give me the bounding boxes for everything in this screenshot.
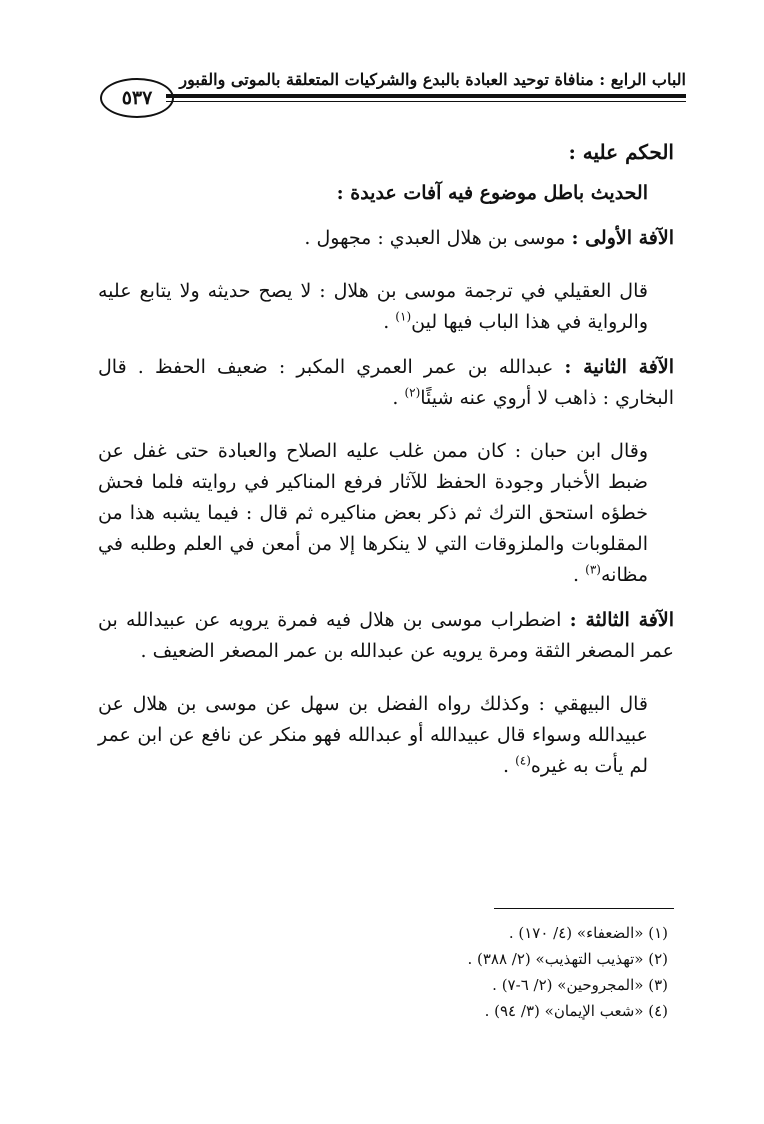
footnote-ref-4: (٤): [515, 753, 531, 768]
aqili-paragraph: قال العقيلي في ترجمة موسى بن هلال : لا يصح حديثه ولا يتابع عليه والرواية في هذا الباب فيها لين$^{(١)}$ .: [98, 280, 648, 333]
bayhaqi-text: قال البيهقي : وكذلك رواه الفضل بن سهل عن موسى بن هلال عن عبيدالله وسواء قال عبيدالله أو عبدالله فهو منكر عن نافع عن ابن عمر لم يأت به غيره: [98, 693, 648, 777]
afa3-label: الآفة الثالثة :: [569, 609, 675, 631]
aqili-text: قال العقيلي في ترجمة موسى بن هلال : لا يصح حديثه ولا يتابع عليه والرواية في هذا الباب فيها لين: [98, 280, 648, 333]
header-rule-thin: [166, 101, 686, 102]
footnote-4: (٤) «شعب الإيمان» (٣/ ٩٤) .: [484, 1002, 668, 1020]
afa1-text: موسى بن هلال العبدي : مجهول .: [304, 227, 566, 249]
afa1-label: الآفة الأولى :: [571, 227, 674, 249]
footnote-separator: [494, 908, 674, 909]
afa2-label: الآفة الثانية :: [564, 356, 674, 378]
running-title: [166, 70, 686, 89]
footnote-ref-3: (٣): [585, 562, 601, 577]
afa3-paragraph: [98, 605, 674, 667]
afa2-paragraph: الآفة الثانية : عبدالله بن عمر العمري المكبر : ضعيف الحفظ . قال البخاري : ذاهب لا أروي عنه شيئًا$^{(٢)}$ .: [98, 356, 674, 409]
ibn-hibban-text: وقال ابن حبان : كان ممن غلب عليه الصلاح والعبادة حتى غفل عن ضبط الأخبار وجودة الحفظ للآثار فرفع المناكير في روايته فلما فحش خطؤه استحق الترك ثم ذكر بعض مناكيره ثم قال : فيما يشبه هذا من المقلوبات والملزوقات التي لا ينكرها إلا من أمعن في العلم وطلبه في مظانه: [98, 440, 648, 586]
footnote-ref-2: (٢): [404, 385, 421, 400]
footnote-3: (٣) «المجروحين» (٢/ ٦-٧) .: [492, 976, 668, 994]
page-header: [100, 70, 686, 124]
page-body: [98, 140, 674, 782]
header-rule-thick: [166, 94, 686, 98]
afa1-paragraph: [98, 223, 674, 254]
footnotes: [108, 920, 668, 1024]
footnote-ref-1: (١): [395, 309, 412, 324]
afa2-text: عبدالله بن عمر العمري المكبر : ضعيف الحفظ . قال البخاري : ذاهب لا أروي عنه شيئًا: [98, 356, 674, 409]
afa3-text: اضطراب موسى بن هلال فيه فمرة يرويه عن عبيدالله بن عمر المصغر الثقة ومرة يرويه عن عبدالله بن عمر المصغر الضعيف .: [98, 609, 674, 662]
intro-paragraph: الحديث باطل موضوع فيه آفات عديدة :: [336, 182, 648, 204]
page-number-badge: [100, 78, 174, 118]
page-number: ٥٣٧: [121, 87, 153, 109]
bayhaqi-paragraph: قال البيهقي : وكذلك رواه الفضل بن سهل عن موسى بن هلال عن عبيدالله وسواء قال عبيدالله أو عبدالله فهو منكر عن نافع عن ابن عمر لم يأت به غيره$^{(٤)}$ .: [98, 693, 648, 777]
ibn-hibban-paragraph: وقال ابن حبان : كان ممن غلب عليه الصلاح والعبادة حتى غفل عن ضبط الأخبار وجودة الحفظ للآثار فرفع المناكير في روايته فلما فحش خطؤه استحق الترك ثم ذكر بعض مناكيره ثم قال : فيما يشبه هذا من المقلوبات والملزوقات التي لا ينكرها إلا من أمعن في العلم وطلبه في مظانه$^{(٣)}$ .: [98, 440, 648, 586]
footnote-2: (٢) «تهذيب التهذيب» (٢/ ٣٨٨) .: [467, 950, 668, 968]
footnote-1: (١) «الضعفاء» (٤/ ١٧٠) .: [508, 924, 668, 942]
chapter-label: الباب الرابع :: [599, 70, 686, 89]
section-title: الحكم عليه :: [568, 140, 674, 164]
chapter-title: منافاة توحيد العبادة بالبدع والشركيات المتعلقة بالموتى والقبور: [179, 70, 594, 89]
